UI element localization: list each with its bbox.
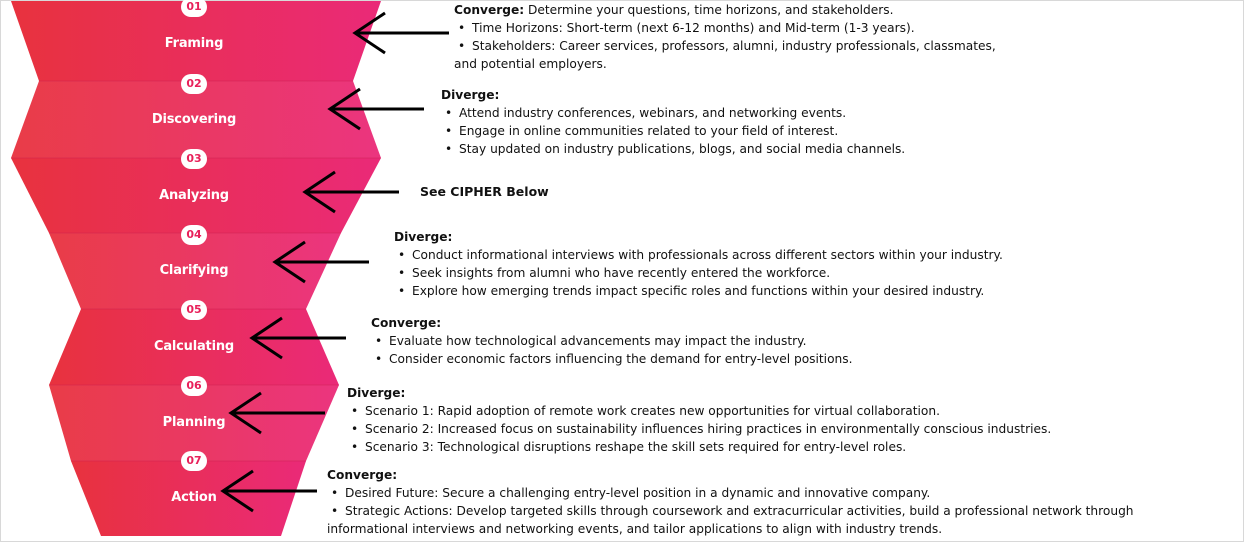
discovering-item: • Engage in online communities related to your field of interest. <box>441 122 1231 140</box>
step-number-badge: 02 <box>181 74 207 94</box>
framing-item: • Time Horizons: Short-term (next 6-12 months) and Mid-term (1-3 years). <box>454 19 1234 37</box>
step-number-badge: 04 <box>181 225 207 245</box>
step-label-framing: Framing <box>164 36 224 51</box>
analyzing-note: See CIPHER Below <box>420 184 549 199</box>
discovering-item: • Attend industry conferences, webinars, and networking events. <box>441 104 1231 122</box>
step-number-badge: 05 <box>181 300 207 320</box>
discovering-notes <box>441 86 1231 158</box>
arrow-left-icon <box>271 240 371 284</box>
step-number-badge: 01 <box>181 0 207 17</box>
calculating-notes <box>371 314 1231 368</box>
clarifying-heading: Diverge: <box>394 230 453 244</box>
action-heading: Converge: <box>327 468 398 482</box>
arrow-left-icon <box>301 170 401 214</box>
calculating-heading: Converge: <box>371 316 442 330</box>
arrow-left-icon <box>227 391 327 435</box>
planning-item: • Scenario 2: Increased focus on sustainability influences hiring practices in environmentally conscious industries. <box>347 420 1237 438</box>
arrow-left-icon <box>326 87 426 131</box>
framing-intro: Determine your questions, time horizons, and stakeholders. <box>524 3 894 17</box>
clarifying-item: • Explore how emerging trends impact specific roles and functions within your desired industry. <box>394 282 1234 300</box>
discovering-item: • Stay updated on industry publications, blogs, and social media channels. <box>441 140 1231 158</box>
framing-item: • Stakeholders: Career services, professors, alumni, industry professionals, classmates, <box>454 37 1234 55</box>
step-label-planning: Planning <box>162 415 226 430</box>
action-item: • Desired Future: Secure a challenging entry-level position in a dynamic and innovative company. <box>327 484 1239 502</box>
action-continuation: informational interviews and networking events, and tailor applications to align with industry trends. <box>327 522 943 536</box>
planning-item: • Scenario 3: Technological disruptions reshape the skill sets required for entry-level roles. <box>347 438 1237 456</box>
calculating-item: • Consider economic factors influencing the demand for entry-level positions. <box>371 350 1231 368</box>
arrow-left-icon <box>219 469 319 513</box>
clarifying-item: • Conduct informational interviews with professionals across different sectors within your industry. <box>394 246 1234 264</box>
planning-heading: Diverge: <box>347 386 406 400</box>
clarifying-notes <box>394 228 1234 300</box>
step-label-analyzing: Analyzing <box>159 188 229 203</box>
step-number-badge: 07 <box>181 451 207 471</box>
step-number-badge: 06 <box>181 376 207 396</box>
step-label-clarifying: Clarifying <box>159 263 229 278</box>
framing-heading: Converge: <box>454 3 525 17</box>
step-number-badge: 03 <box>181 149 207 169</box>
step-label-discovering: Discovering <box>151 112 237 127</box>
action-notes <box>327 466 1239 538</box>
arrow-left-icon <box>248 316 348 360</box>
clarifying-item: • Seek insights from alumni who have recently entered the workforce. <box>394 264 1234 282</box>
step-label-action: Action <box>171 490 217 505</box>
framing-continuation: and potential employers. <box>454 57 607 71</box>
planning-notes <box>347 384 1237 456</box>
framing-notes <box>454 1 1234 73</box>
arrow-left-icon <box>351 11 451 55</box>
planning-item: • Scenario 1: Rapid adoption of remote work creates new opportunities for virtual collaboration. <box>347 402 1237 420</box>
step-label-calculating: Calculating <box>154 339 234 354</box>
discovering-heading: Diverge: <box>441 88 500 102</box>
calculating-item: • Evaluate how technological advancements may impact the industry. <box>371 332 1231 350</box>
action-item: • Strategic Actions: Develop targeted skills through coursework and extracurricular activities, build a professional network through <box>327 502 1239 520</box>
